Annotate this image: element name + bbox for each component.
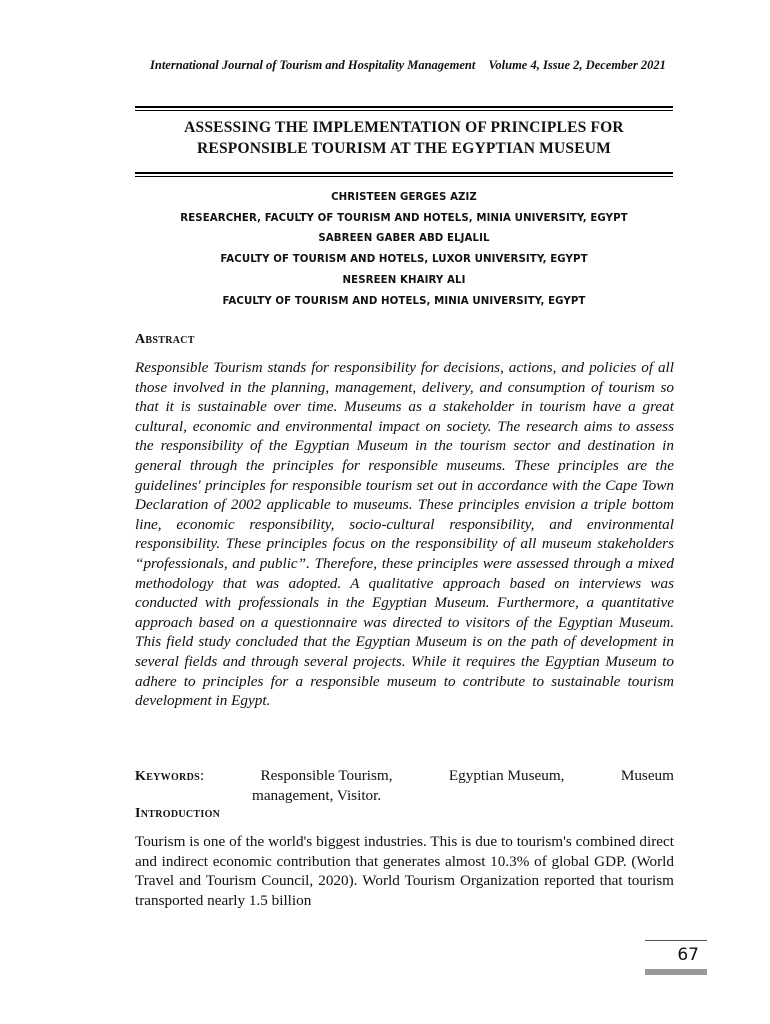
running-header bbox=[150, 58, 710, 73]
keyword-item: Museum bbox=[620, 767, 674, 784]
author-name: NESREEN KHAIRY ALI bbox=[342, 274, 466, 286]
title-rule-top bbox=[135, 106, 673, 111]
page-number-box bbox=[645, 940, 707, 975]
keywords-label: Keywords bbox=[135, 769, 200, 784]
page-number-rule-bottom bbox=[645, 969, 707, 975]
introduction-heading: Introduction bbox=[135, 806, 221, 821]
paper-title bbox=[135, 117, 673, 159]
author-block bbox=[135, 188, 673, 312]
title-rule-bottom bbox=[135, 172, 673, 177]
keywords-colon: : bbox=[199, 767, 205, 784]
title-line-2: RESPONSIBLE TOURISM AT THE EGYPTIAN MUSEUM bbox=[197, 140, 611, 157]
author-name: CHRISTEEN GERGES AZIZ bbox=[331, 192, 477, 203]
journal-name: International Journal of Tourism and Hospitality Management bbox=[150, 58, 476, 72]
author-affiliation: FACULTY OF TOURISM AND HOTELS, MINIA UNIVERSITY, EGYPT bbox=[222, 295, 586, 307]
page-number: 67 bbox=[677, 945, 699, 965]
keyword-item: Egyptian Museum, bbox=[448, 767, 565, 784]
abstract-text: Responsible Tourism stands for responsibility for decisions, actions, and policies of all those involved in the planning, management, delivery, and consumption of tourism so that it is sustainable over time. Museums as a stakeholder in tourism have a great cultural, economic and environmental impact on society. The research aims to assess the responsibility of the Egyptian Museum in the tourism sector and destination in general through the principles for responsible museums. These principles are the guidelines' principles for responsible tourism set out in accordance with the Cape Town Declaration of 2002 applicable to museums. These principles envision a triple bottom line, economic responsibility, socio-cultural responsibility, and environmental responsibility. These principles focus on the responsibility of all museum stakeholders “professionals, and public”. Therefore, these principles were assessed through a mixed methodology that was adopted. A qualitative approach based on interviews was conducted with professionals in the Egyptian Museum. Furthermore, a quantitative approach based on a questionnaire was directed to visitors of the Egyptian Museum. This field study concluded that the Egyptian Museum is on the path of development in several fields and through several projects. While it requires the Egyptian Museum to adhere to principles for a responsible museum to contribute to sustainable tourism development in Egypt. bbox=[135, 359, 674, 710]
author-name: SABREEN GABER ABD ELJALIL bbox=[318, 233, 490, 245]
volume-issue: Volume 4, Issue 2, December 2021 bbox=[488, 58, 666, 72]
introduction-text: Tourism is one of the world's biggest industries. This is due to tourism's combined direct and indirect economic contribution that generates almost 10.3% of global GDP. (World Travel and Tourism Council, 2020). World Tourism Organization reported that tourism transported nearly 1.5 billion bbox=[135, 833, 674, 909]
title-line-1: ASSESSING THE IMPLEMENTATION OF PRINCIPLES FOR bbox=[184, 119, 624, 136]
keywords-line-2: management, Visitor. bbox=[252, 787, 382, 804]
author-affiliation: FACULTY OF TOURISM AND HOTELS, LUXOR UNIVERSITY, EGYPT bbox=[220, 254, 588, 266]
abstract-heading: Abstract bbox=[135, 332, 195, 347]
keyword-item: Responsible Tourism, bbox=[260, 767, 393, 784]
author-affiliation: RESEARCHER, FACULTY OF TOURISM AND HOTELS, MINIA UNIVERSITY, EGYPT bbox=[180, 212, 628, 224]
keywords-block bbox=[135, 766, 674, 805]
